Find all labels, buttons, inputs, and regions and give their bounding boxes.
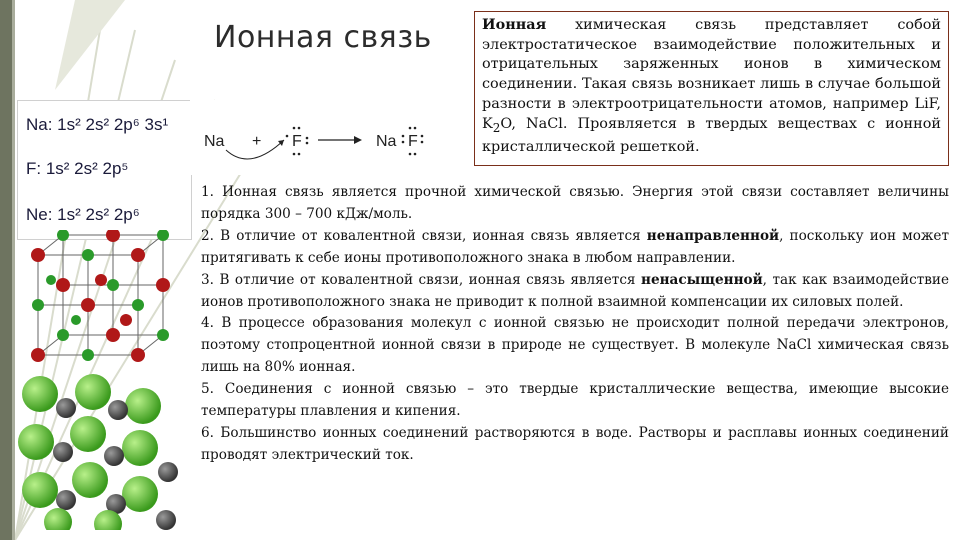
property-4: 4. В процессе образования молекул с ионной связью не происходит полной передачи электронов, поэтому стопроцентной ионной связи в природе не существует. В молекуле NaCl химическая связь лишь на 80% ионная. (201, 315, 949, 376)
eq-f-right: F (408, 133, 418, 150)
definition-subscript: 2 (492, 120, 501, 135)
property-3: 3. В отличие от ковалентной связи, ионная связь является ненасыщенной, так как взаимодействие ионов противоположного знака не приводит к полной взаимной компенсации их силовых полей. (201, 271, 949, 310)
left-stripe (0, 0, 12, 540)
property-2: 2. В отличие от ковалентной связи, ионная связь является ненаправленной, поскольку ион может притягивать к себе ионы противоположного знака в любом направлении. (201, 227, 949, 266)
property-6: 6. Большинство ионных соединений растворяются в воде. Растворы и расплавы ионных соединений проводят электрический ток. (201, 424, 949, 463)
eq-na-left: Na (204, 133, 225, 150)
f-config: F: 1s² 2s² 2p⁵ (26, 159, 129, 178)
eq-plus: + (252, 133, 262, 150)
page-title: Ионная связь (214, 20, 432, 55)
lattice-ions (31, 230, 170, 362)
eq-f-left: F (292, 133, 302, 150)
property-1: 1. Ионная связь является прочной химической связью. Энергия этой связи составляет величины порядка 300 – 700 кДж/моль. (201, 184, 949, 222)
definition-bold-term: Ионная (482, 16, 547, 33)
definition-text-end: O, NaCl. Проявляется в твердых веществах с ионной кристаллической решеткой. (482, 115, 941, 156)
property-3-term: ненасыщенной (641, 271, 763, 288)
nacl-lattice-image (18, 230, 178, 365)
electron-config-panel (17, 100, 192, 240)
definition-box (474, 11, 949, 166)
property-5: 5. Соединения с ионной связью – это твердые кристаллические вещества, имеющие высокие температуры плавления и кипения. (201, 381, 949, 420)
na-config: Na: 1s² 2s² 2p⁶ 3s¹ (26, 115, 169, 134)
ionic-equation (190, 100, 440, 175)
property-2-term: ненаправленной (646, 227, 780, 244)
eq-na-right: Na (376, 133, 397, 150)
definition-text: химическая связь представляет собой электростатическое взаимодействие положительных и отрицательных заряженных ионов в химическом соединении. Такая связь возникает лишь в случае большой разности в электроотрицательности атомов, например LiF, K (482, 17, 941, 132)
nacl-spheres-image (18, 372, 193, 530)
ne-config: Ne: 1s² 2s² 2p⁶ (26, 205, 140, 224)
ionic-bond-properties (201, 182, 949, 467)
